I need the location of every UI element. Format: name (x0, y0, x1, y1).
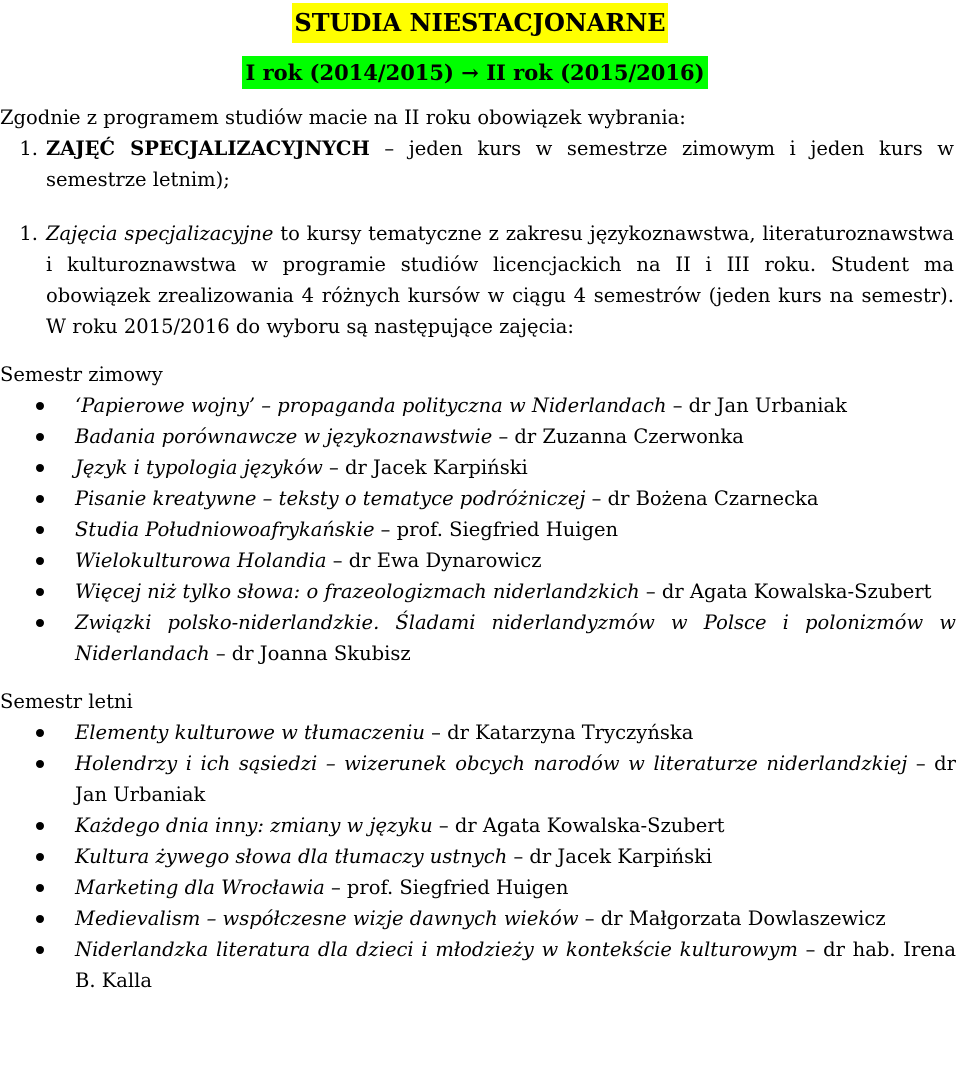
course-entry (75, 872, 960, 903)
list-item (0, 841, 960, 872)
course-entry (75, 545, 960, 576)
list-item (0, 390, 960, 421)
course-title: Kultura żywego słowa dla tłumaczy ustnych (75, 845, 508, 868)
list-item (0, 872, 960, 903)
bullet-icon (0, 545, 75, 576)
course-title: Badania porównawcze w językoznawstwie (75, 425, 493, 448)
course-entry (75, 810, 960, 841)
list-item (0, 607, 960, 669)
course-teacher: – dr Jacek Karpiński (507, 845, 713, 868)
title-row (0, 3, 960, 43)
course-title: Medievalism – współczesne wizje dawnych wieków (75, 907, 579, 930)
winter-semester-heading: Semestr zimowy (0, 363, 163, 386)
summer-semester-heading: Semestr letni (0, 690, 133, 713)
course-entry (75, 748, 960, 810)
course-teacher: – dr Jacek Karpiński (322, 456, 528, 479)
bullet-icon (0, 903, 75, 934)
item-text (46, 133, 960, 195)
course-teacher: – prof. Siegfried Huigen (374, 518, 619, 541)
item-number: 1. (19, 222, 38, 245)
bullet-icon (0, 452, 75, 483)
course-entry (75, 452, 960, 483)
description-item (0, 218, 960, 342)
requirement-item (0, 133, 960, 195)
bullet-icon (0, 421, 75, 452)
page-title: STUDIA NIESTACJONARNE (292, 3, 667, 43)
list-item (0, 748, 960, 810)
list-item (0, 717, 960, 748)
course-teacher: – dr Agata Kowalska-Szubert (432, 814, 725, 837)
bullet-icon (0, 810, 75, 841)
course-title: Pisanie kreatywne – teksty o tematyce podróżniczej (75, 487, 586, 510)
course-entry (75, 903, 960, 934)
list-item (0, 483, 960, 514)
course-title: Wielokulturowa Holandia (75, 549, 327, 572)
intro-text: Zgodnie z programem studiów macie na II roku obowiązek wybrania: (0, 106, 686, 129)
bullet-icon (0, 483, 75, 514)
bullet-icon (0, 576, 75, 607)
course-title: Holendrzy i ich sąsiedzi – wizerunek obcych narodów w literaturze niderlandzkiej (75, 752, 908, 775)
course-title: Niderlandzka literatura dla dzieci i młodzieży w kontekście kulturowym (75, 938, 798, 961)
course-entry (75, 717, 960, 748)
course-teacher: – dr Małgorzata Dowlaszewicz (578, 907, 886, 930)
list-item (0, 421, 960, 452)
bullet-icon (0, 514, 75, 545)
list-item (0, 934, 960, 996)
item-rest-text: – jeden kurs w semestrze zimowym i jeden kurs w semestrze letnim); (46, 137, 954, 191)
course-entry (75, 390, 960, 421)
course-title: Elementy kulturowe w tłumaczeniu (75, 721, 425, 744)
summer-course-list (0, 717, 960, 996)
list-item (0, 514, 960, 545)
course-teacher: – dr Zuzanna Czerwonka (492, 425, 744, 448)
list-item (0, 452, 960, 483)
course-teacher: – dr Bożena Czarnecka (585, 487, 819, 510)
item-italic-text: Zajęcia specjalizacyjne (46, 222, 274, 245)
course-entry (75, 421, 960, 452)
bullet-icon (0, 748, 75, 810)
list-item (0, 576, 960, 607)
bullet-icon (0, 934, 75, 996)
item-text (46, 218, 960, 342)
course-teacher: – dr Joanna Skubisz (209, 642, 411, 665)
course-teacher: – dr Ewa Dynarowicz (326, 549, 542, 572)
course-title: Język i typologia języków (75, 456, 323, 479)
item-number: 1. (19, 137, 38, 160)
list-item (0, 545, 960, 576)
course-entry (75, 576, 960, 607)
course-title: ‘Papierowe wojny’ – propaganda polityczna w Niderlandach (75, 394, 667, 417)
course-title: Marketing dla Wrocławia (75, 876, 325, 899)
course-teacher: – dr hab. Irena B. Kalla (75, 938, 956, 992)
course-title: Studia Południowoafrykańskie (75, 518, 375, 541)
item-rest-text: to kursy tematyczne z zakresu językoznawstwa, literaturoznawstwa i kulturoznawstwa w programie studiów licencjackich na II i III roku. Student ma obowiązek zrealizowania 4 różnych kursów w ciągu 4 semestrów (jeden kurs na semestr). W roku 2015/2016 do wyboru są następujące zajęcia: (46, 222, 954, 338)
course-teacher: – dr Jan Urbaniak (666, 394, 847, 417)
list-item (0, 903, 960, 934)
course-teacher: – dr Jan Urbaniak (75, 752, 956, 806)
bullet-icon (0, 390, 75, 421)
subtitle-row (0, 56, 960, 89)
course-entry (75, 934, 960, 996)
list-item (0, 810, 960, 841)
course-entry (75, 483, 960, 514)
course-teacher: – prof. Siegfried Huigen (324, 876, 569, 899)
course-title: Związki polsko-niderlandzkie. Śladami niderlandyzmów w Polsce i polonizmów w Niderlandach (75, 611, 956, 665)
course-entry (75, 514, 960, 545)
course-teacher: – dr Katarzyna Tryczyńska (424, 721, 694, 744)
bullet-icon (0, 841, 75, 872)
course-title: Więcej niż tylko słowa: o frazeologizmach niderlandzkich (75, 580, 640, 603)
course-title: Każdego dnia inny: zmiany w języku (75, 814, 433, 837)
course-entry (75, 841, 960, 872)
course-entry (75, 607, 960, 669)
page-subtitle: I rok (2014/2015) → II rok (2015/2016) (242, 56, 707, 89)
course-teacher: – dr Agata Kowalska-Szubert (639, 580, 932, 603)
item-bold-text: ZAJĘĆ SPECJALIZACYJNYCH (46, 137, 370, 160)
bullet-icon (0, 872, 75, 903)
winter-course-list (0, 390, 960, 669)
bullet-icon (0, 607, 75, 669)
bullet-icon (0, 717, 75, 748)
